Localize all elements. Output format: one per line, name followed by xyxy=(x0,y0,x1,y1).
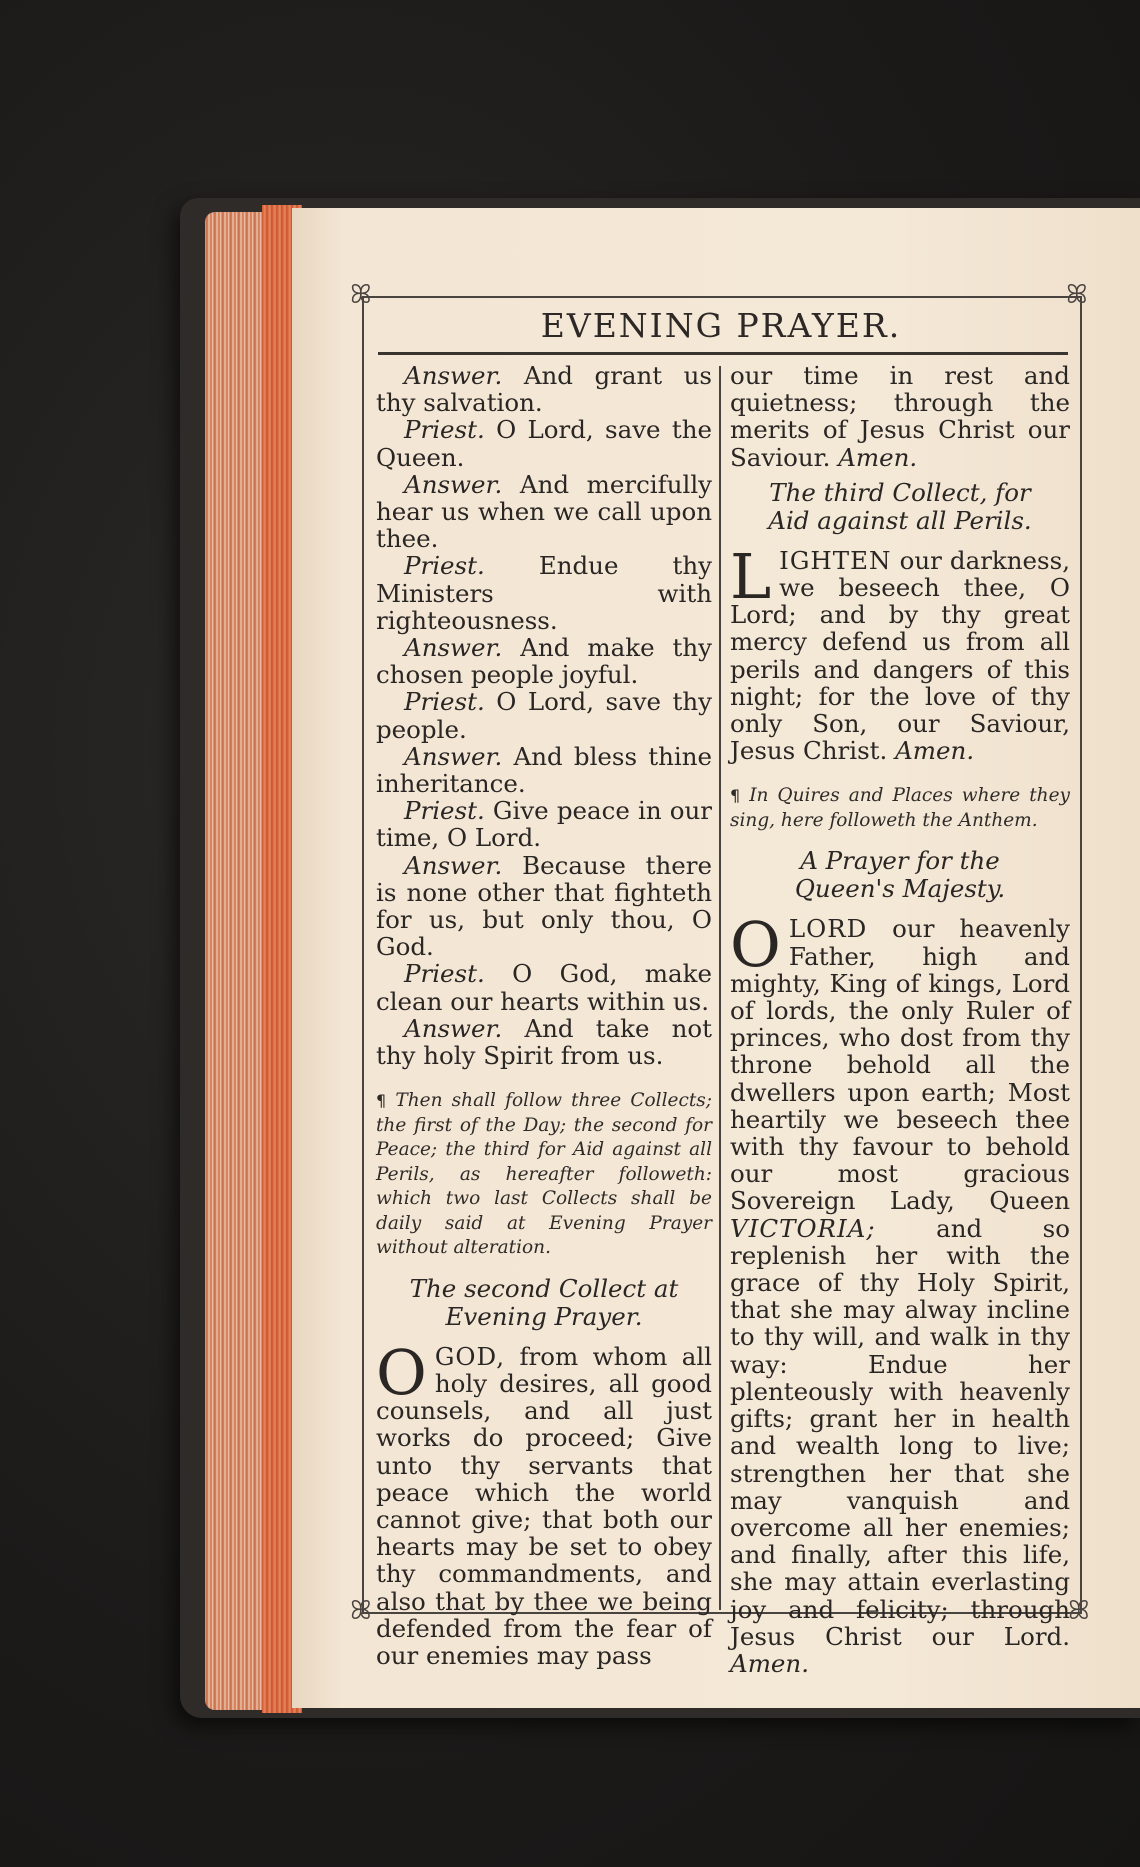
versicle: Answer. Because there is none other that fighteth for us, but only thou, O God. xyxy=(376,850,712,962)
rubric: ¶ Then shall follow three Collects; the first of the Day; the second for Peace; the third for Aid against all Perils, as hereafter followeth: which two last Collects shall be daily said at Evening Prayer without alteration. xyxy=(376,1090,712,1259)
versicle: Priest. Give peace in our time, O Lord. xyxy=(376,796,712,853)
column-divider xyxy=(719,366,721,1610)
page-title: EVENING PRAYER. xyxy=(540,306,902,345)
collect-continuation: our time in rest and quietness; through the merits of Jesus Christ our Saviour. Amen. xyxy=(730,361,1070,472)
rubric: ¶ In Quires and Places where they sing, here followeth the Anthem. xyxy=(730,785,1070,831)
left-column xyxy=(376,362,712,1669)
versicle: Answer. And make thy chosen people joyful. xyxy=(376,633,712,690)
versicle: Answer. And grant us thy salvation. xyxy=(376,361,712,418)
versicle: Answer. And bless thine inheritance. xyxy=(376,741,712,799)
ornament-knot-icon: ꕤ xyxy=(1068,1596,1090,1626)
versicle: Answer. And take not thy holy Spirit from us. xyxy=(376,1013,712,1071)
versicle: Priest. O Lord, save thy people. xyxy=(376,687,712,744)
collect-body: LIGHTEN our darkness, we beseech thee, O Lord; and by thy great mercy defend us from all perils and dangers of this night; for the love of thy only Son, our Saviour, Jesus Christ. Amen. xyxy=(730,539,1070,766)
versicle: Answer. And mercifully hear us when we call upon thee. xyxy=(376,469,712,554)
prayer-body: O LORD our heavenly Father, high and mighty, King of kings, Lord of lords, the only Ruler of princes, who dost from thy throne behold all the dwellers upon earth; Most heartily we beseech thee with thy favour to behold our most gracious Sovereign Lady, Queen VICTORIA; and so replenish her with the grace of thy Holy Spirit, that she may alway incline to thy will, and walk in thy way: Endue her plenteously with heavenly gifts; grant her in health and wealth long to live; strengthen her that she may vanquish and overcome all her enemies; and finally, after this life, she may attain everlasting joy and felicity; through Jesus Christ our Lord. Amen. xyxy=(730,908,1070,1678)
versicle: Priest. O God, make clean our hearts within us. xyxy=(376,959,712,1016)
drop-cap: L xyxy=(730,539,772,613)
versicle: Priest. O Lord, save the Queen. xyxy=(376,415,712,472)
ornament-knot-icon: ꕤ xyxy=(350,1596,372,1626)
drop-cap: O xyxy=(730,908,781,982)
ornament-knot-icon: ꕤ xyxy=(350,280,372,310)
prayer-title: A Prayer for the Queen's Majesty. xyxy=(794,846,1006,904)
collect-title: The second Collect at Evening Prayer. xyxy=(409,1273,679,1331)
drop-cap: O xyxy=(376,1335,427,1409)
right-column xyxy=(730,362,1070,1677)
versicle: Priest. Endue thy Ministers with righteousness. xyxy=(376,551,712,635)
collect-title: The third Collect, for Aid against all Perils. xyxy=(768,477,1032,535)
sovereign-name: VICTORIA; xyxy=(730,1213,876,1243)
header-rule xyxy=(378,352,1068,355)
ornament-knot-icon: ꕤ xyxy=(1066,280,1088,310)
pilcrow-icon: ¶ xyxy=(730,786,741,806)
collect-body: O GOD, from whom all holy desires, all good counsels, and all just works do proceed; Give unto thy servants that peace which the world cannot give; that both our hearts may be set to obey thy commandments, and also that by thee we being defended from the fear of our enemies may pass xyxy=(376,1335,712,1671)
pilcrow-icon: ¶ xyxy=(376,1091,387,1111)
